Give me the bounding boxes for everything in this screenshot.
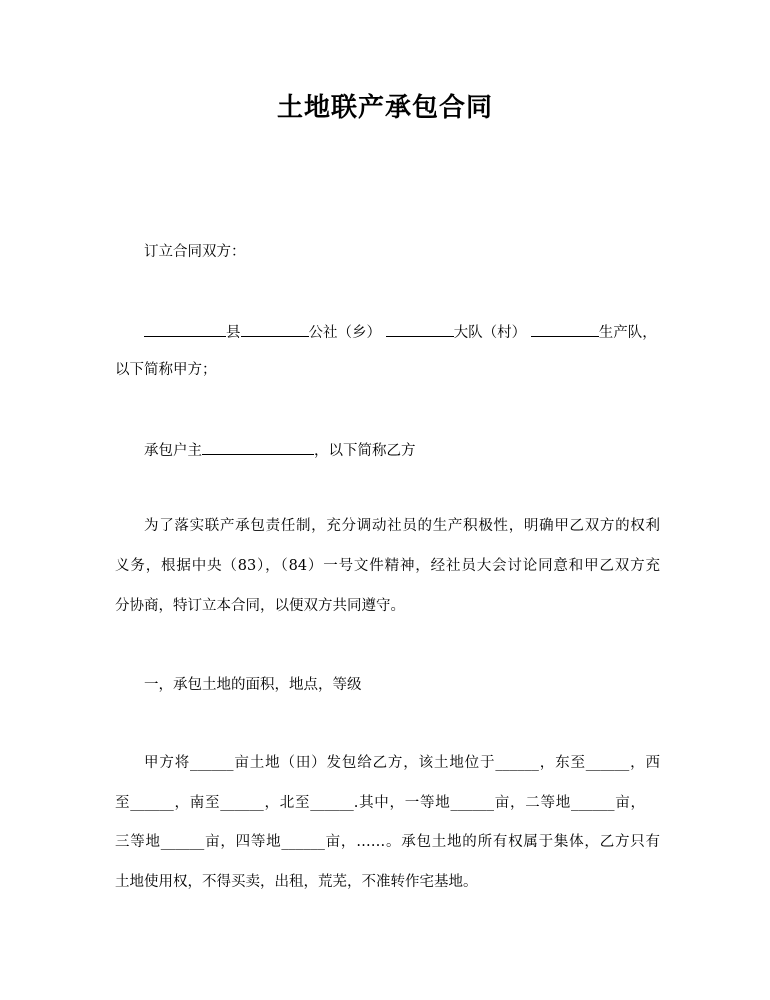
commune-label: 公社（乡） — [308, 325, 381, 341]
section1-line1: 甲方将______亩土地（田）发包给乙方，该土地位于______，东至______，西 — [144, 755, 660, 771]
section1-heading: 一，承包土地的面积，地点，等级 — [144, 677, 362, 693]
party-b-prefix: 承包户主 — [144, 443, 202, 459]
party-b-suffix: ，以下简称乙方 — [314, 443, 416, 459]
party-a-line — [115, 321, 689, 343]
party-a-line2: 以下简称甲方； — [115, 362, 217, 378]
brigade-label: 大队（村） — [453, 325, 527, 341]
preamble-line1: 为了落实联产承包责任制，充分调动社员的生产积极性，明确甲乙双方的权利 — [144, 518, 660, 534]
preamble-line2: 义务，根据中央（83），（84）一号文件精神，经社员大会讨论同意和甲乙双方充 — [115, 558, 660, 574]
section1-line4: 土地使用权，不得买卖，出租，荒芜，不准转作宅基地。 — [115, 874, 478, 890]
team-label: 生产队， — [598, 325, 657, 341]
party-b-line — [115, 439, 689, 461]
team-blank[interactable] — [531, 321, 599, 337]
section1-line3: 三等地______亩，四等地______亩，……。承包土地的所有权属于集体，乙方只有 — [115, 834, 660, 850]
brigade-blank[interactable] — [386, 321, 454, 337]
section1-line2: 至______，南至______，北至______.其中，一等地______亩，二等地______亩， — [115, 795, 645, 811]
document-title: 土地联产承包合同 — [276, 93, 493, 123]
county-blank[interactable] — [144, 321, 226, 337]
parties-heading: 订立合同双方： — [144, 244, 246, 260]
household-head-blank[interactable] — [202, 439, 314, 455]
preamble-line3: 分协商，特订立本合同，以便双方共同遵守。 — [115, 598, 405, 614]
commune-blank[interactable] — [241, 321, 309, 337]
county-label: 县 — [226, 325, 241, 341]
